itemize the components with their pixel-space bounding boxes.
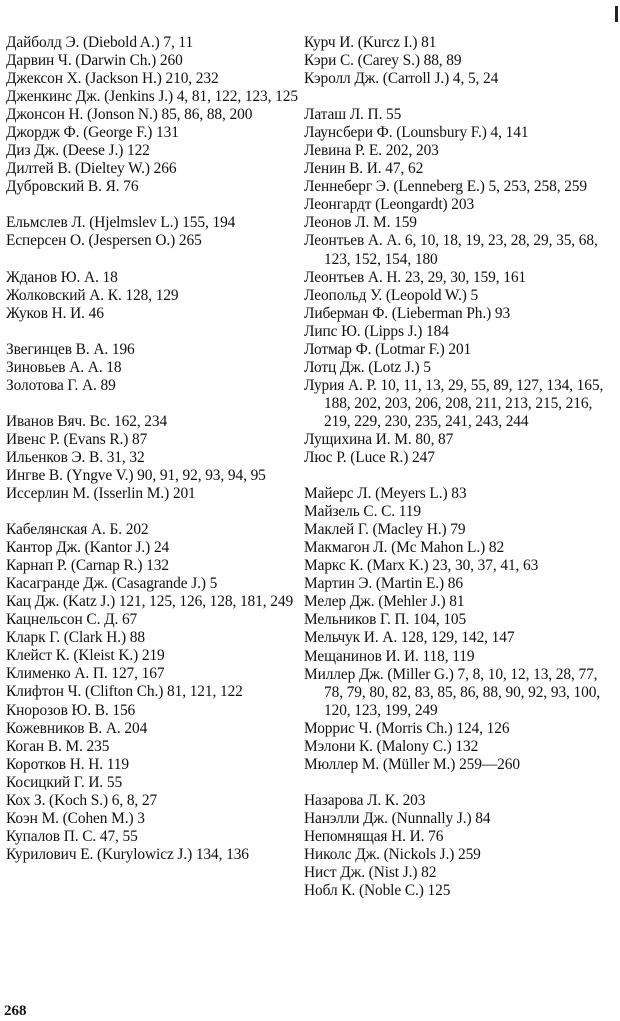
index-entry: Моррис Ч. (Morris Ch.) 124, 126 — [304, 719, 510, 737]
index-entry: Ленин В. И. 47, 62 — [304, 160, 424, 178]
index-entry: Кох З. (Koch S.) 6, 8, 27 — [6, 791, 158, 809]
index-entry: Ивенс Р. (Evans R.) 87 — [6, 430, 148, 448]
section-gap — [304, 467, 604, 485]
index-entry: Курч И. (Kurcz I.) 81 — [304, 34, 437, 51]
index-column-right — [304, 34, 604, 900]
index-entry: Диз Дж. (Deese J.) 122 — [6, 142, 150, 160]
index-entry: Мэлони К. (Malony C.) 132 — [304, 737, 479, 755]
index-entry: Мелер Дж. (Mehler J.) 81 — [304, 593, 465, 611]
section-gap — [6, 251, 306, 269]
index-entry: Клифтон Ч. (Clifton Ch.) 81, 121, 122 — [6, 683, 243, 701]
index-entry: Коэн М. (Cohen M.) 3 — [6, 809, 145, 827]
index-entry: Мещанинов И. И. 118, 119 — [304, 647, 475, 665]
index-entry: Иссерлин М. (Isserlin M.) 201 — [6, 484, 196, 502]
index-entry: Леонтьев А. А. 6, 10, 18, 19, 23, 28, 29, 35, 68, 123, 152, 154, 180 — [304, 232, 598, 268]
index-entry: Нанэлли Дж. (Nunnally J.) 84 — [304, 809, 491, 827]
index-entry: Левина Р. Е. 202, 203 — [304, 142, 439, 160]
index-entry: Золотова Г. А. 89 — [6, 376, 116, 394]
index-entry: Кэри С. (Carey S.) 88, 89 — [304, 52, 462, 70]
index-entry: Липс Ю. (Lipps J.) 184 — [304, 322, 449, 340]
index-entry: Лотц Дж. (Lotz J.) 5 — [304, 358, 431, 376]
index-entry: Люс Р. (Luce R.) 247 — [304, 449, 435, 467]
index-entry: Курилович Е. (Kurylowicz J.) 134, 136 — [6, 845, 249, 863]
index-entry: Клименко А. П. 127, 167 — [6, 665, 165, 683]
index-entry: Джексон Х. (Jackson H.) 210, 232 — [6, 70, 219, 88]
index-entry: Латаш Л. П. 55 — [304, 106, 402, 124]
index-entry: Дарвин Ч. (Darwin Ch.) 260 — [6, 52, 183, 70]
index-entry: Джордж Ф. (George F.) 131 — [6, 124, 179, 142]
index-entry: Кантор Дж. (Kantor J.) 24 — [6, 539, 170, 557]
index-entry: Нобл К. (Noble C.) 125 — [304, 882, 451, 900]
index-entry: Кларк Г. (Clark H.) 88 — [6, 629, 145, 647]
index-entry: Есперсен О. (Jespersen O.) 265 — [6, 232, 202, 250]
index-entry: Касагранде Дж. (Casagrande J.) 5 — [6, 575, 218, 593]
section-gap — [6, 503, 306, 521]
page-edge-mark — [615, 6, 618, 22]
index-entry: Косицкий Г. И. 55 — [6, 773, 123, 791]
index-entry: Непомнящая Н. И. 76 — [304, 827, 444, 845]
index-entry: Кацнельсон С. Д. 67 — [6, 611, 138, 629]
index-entry: Клейст К. (Kleist K.) 219 — [6, 647, 165, 665]
index-entry: Мельников Г. П. 104, 105 — [304, 611, 467, 629]
index-entry: Дубровский В. Я. 76 — [6, 178, 139, 196]
index-entry: Жуков Н. И. 46 — [6, 304, 104, 322]
index-entry: Лотмар Ф. (Lotmar F.) 201 — [304, 340, 472, 358]
index-entry: Назарова Л. К. 203 — [304, 791, 426, 809]
index-entry: Жданов Ю. А. 18 — [6, 268, 118, 286]
section-gap — [6, 323, 306, 341]
index-entry: Иванов Вяч. Вс. 162, 234 — [6, 412, 168, 430]
index-entry: Кожевников В. А. 204 — [6, 719, 148, 737]
section-gap — [304, 88, 604, 106]
index-entry: Либерман Ф. (Lieberman Ph.) 93 — [304, 304, 511, 322]
index-entry: Дилтей В. (Dieltey W.) 266 — [6, 160, 177, 178]
index-entry: Маркс К. (Marx K.) 23, 30, 37, 41, 63 — [304, 557, 539, 575]
index-entry: Коротков Н. Н. 119 — [6, 755, 129, 773]
index-column-left — [6, 34, 306, 864]
index-entry: Лущихина И. М. 80, 87 — [304, 430, 454, 448]
index-entry: Купалов П. С. 47, 55 — [6, 827, 138, 845]
index-entry: Дайболд Э. (Diebold A.) 7, 11 — [6, 34, 194, 51]
index-entry: Кэролл Дж. (Carroll J.) 4, 5, 24 — [304, 70, 499, 88]
index-entry: Леонтьев А. Н. 23, 29, 30, 159, 161 — [304, 268, 527, 286]
section-gap — [304, 774, 604, 792]
index-entry: Лурия А. Р. 10, 11, 13, 29, 55, 89, 127, 134, 165, 188, 202, 203, 206, 208, 211, 213, 215, 216, 219, 229, 230, 235, 241, 243, 244 — [304, 376, 604, 430]
index-entry: Дженкинс Дж. (Jenkins J.) 4, 81, 122, 123, 125 — [6, 88, 298, 106]
index-entry: Кац Дж. (Katz J.) 121, 125, 126, 128, 181, 249 — [6, 593, 294, 611]
index-entry: Коган В. М. 235 — [6, 737, 110, 755]
index-entry: Макмагон Л. (Mc Mahon L.) 82 — [304, 539, 505, 557]
index-entry: Миллер Дж. (Miller G.) 7, 8, 10, 12, 13, 28, 77, 78, 79, 80, 82, 83, 85, 86, 88, 90, 92, 93, 100, 120, 123, 199, 249 — [304, 665, 601, 719]
index-entry: Майерс Л. (Meyers L.) 83 — [304, 485, 467, 503]
index-entry: Николс Дж. (Nickols J.) 259 — [304, 845, 481, 863]
index-entry: Мартин Э. (Martin E.) 86 — [304, 575, 463, 593]
index-entry: Мюллер М. (Müller M.) 259—260 — [304, 755, 520, 773]
section-gap — [6, 196, 306, 214]
index-entry: Маклей Г. (Macley H.) 79 — [304, 521, 466, 539]
index-entry: Кабелянская А. Б. 202 — [6, 521, 149, 539]
index-entry: Майзель С. С. 119 — [304, 503, 421, 521]
index-entry: Мельчук И. А. 128, 129, 142, 147 — [304, 629, 515, 647]
index-entry: Джонсон Н. (Jonson N.) 85, 86, 88, 200 — [6, 106, 253, 124]
index-entry: Ильенков Э. В. 31, 32 — [6, 448, 145, 466]
index-entry: Леонов Л. М. 159 — [304, 214, 417, 232]
index-entry: Леонгардт (Leongardt) 203 — [304, 196, 475, 214]
index-entry: Лаунсбери Ф. (Lounsbury F.) 4, 141 — [304, 124, 529, 142]
page-number: 268 — [4, 1003, 27, 1019]
index-entry: Звегинцев В. А. 196 — [6, 340, 135, 358]
section-gap — [6, 395, 306, 413]
index-entry: Ельмслев Л. (Hjelmslev L.) 155, 194 — [6, 214, 236, 232]
index-entry: Карнап Р. (Carnap R.) 132 — [6, 557, 169, 575]
index-entry: Зиновьев А. А. 18 — [6, 358, 122, 376]
index-entry: Нист Дж. (Nist J.) 82 — [304, 864, 437, 882]
index-entry: Жолковский А. К. 128, 129 — [6, 286, 179, 304]
index-entry: Кнорозов Ю. В. 156 — [6, 701, 136, 719]
index-entry: Леопольд У. (Leopold W.) 5 — [304, 286, 479, 304]
index-entry: Леннеберг Э. (Lenneberg E.) 5, 253, 258, 259 — [304, 178, 587, 196]
index-entry: Ингве В. (Yngve V.) 90, 91, 92, 93, 94, 95 — [6, 466, 266, 484]
